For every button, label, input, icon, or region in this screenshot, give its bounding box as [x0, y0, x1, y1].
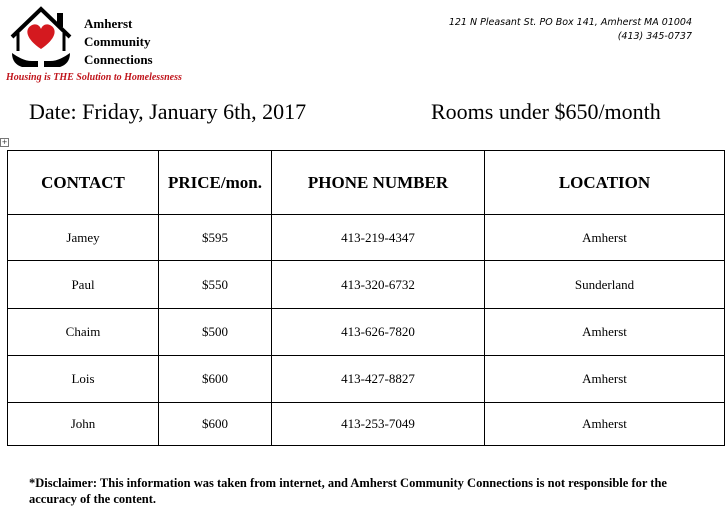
rooms-table: [7, 150, 725, 446]
cell-phone: 413-626-7820: [272, 309, 485, 356]
cell-contact: Paul: [8, 261, 159, 309]
address-line-1: 121 N Pleasant St. PO Box 141, Amherst MA 01004: [448, 17, 692, 28]
table-header-row: [8, 151, 725, 215]
header-phone: PHONE NUMBER: [272, 151, 485, 215]
table-row: [8, 215, 725, 261]
cell-location: Amherst: [485, 309, 725, 356]
header-location: LOCATION: [485, 151, 725, 215]
org-name-line-1: Amherst: [84, 16, 133, 31]
cell-price: $600: [159, 356, 272, 403]
cell-phone: 413-253-7049: [272, 403, 485, 446]
address-line-2: (413) 345-0737: [617, 31, 692, 42]
cell-contact: John: [8, 403, 159, 446]
table-row: [8, 403, 725, 446]
house-heart-hands-icon: [8, 3, 78, 73]
rooms-heading: Rooms under $650/month: [431, 99, 661, 124]
table-row: [8, 356, 725, 403]
table-row: [8, 309, 725, 356]
org-address: [449, 16, 692, 44]
cell-location: Amherst: [485, 403, 725, 446]
header-price: PRICE/mon.: [159, 151, 272, 215]
cell-price: $500: [159, 309, 272, 356]
cell-phone: 413-427-8827: [272, 356, 485, 403]
cell-phone: 413-219-4347: [272, 215, 485, 261]
org-tagline: Housing is THE Solution to Homelessness: [6, 72, 182, 83]
header-contact: CONTACT: [8, 151, 159, 215]
cell-price: $600: [159, 403, 272, 446]
cell-location: Amherst: [485, 215, 725, 261]
table-move-handle-icon[interactable]: +: [1, 138, 8, 146]
cell-location: Sunderland: [485, 261, 725, 309]
cell-location: Amherst: [485, 356, 725, 403]
table-row: [8, 261, 725, 309]
cell-contact: Chaim: [8, 309, 159, 356]
cell-price: $550: [159, 261, 272, 309]
cell-contact: Lois: [8, 356, 159, 403]
cell-contact: Jamey: [8, 215, 159, 261]
org-name-line-2: Community: [84, 34, 151, 49]
cell-price: $595: [159, 215, 272, 261]
disclaimer: *Disclaimer: This information was taken from internet, and Amherst Community Connections is not responsible for the accuracy of the content.: [29, 476, 667, 506]
cell-phone: 413-320-6732: [272, 261, 485, 309]
date-heading: Date: Friday, January 6th, 2017: [29, 99, 307, 124]
org-name-line-3: Connections: [84, 52, 153, 67]
org-name: [84, 15, 153, 69]
